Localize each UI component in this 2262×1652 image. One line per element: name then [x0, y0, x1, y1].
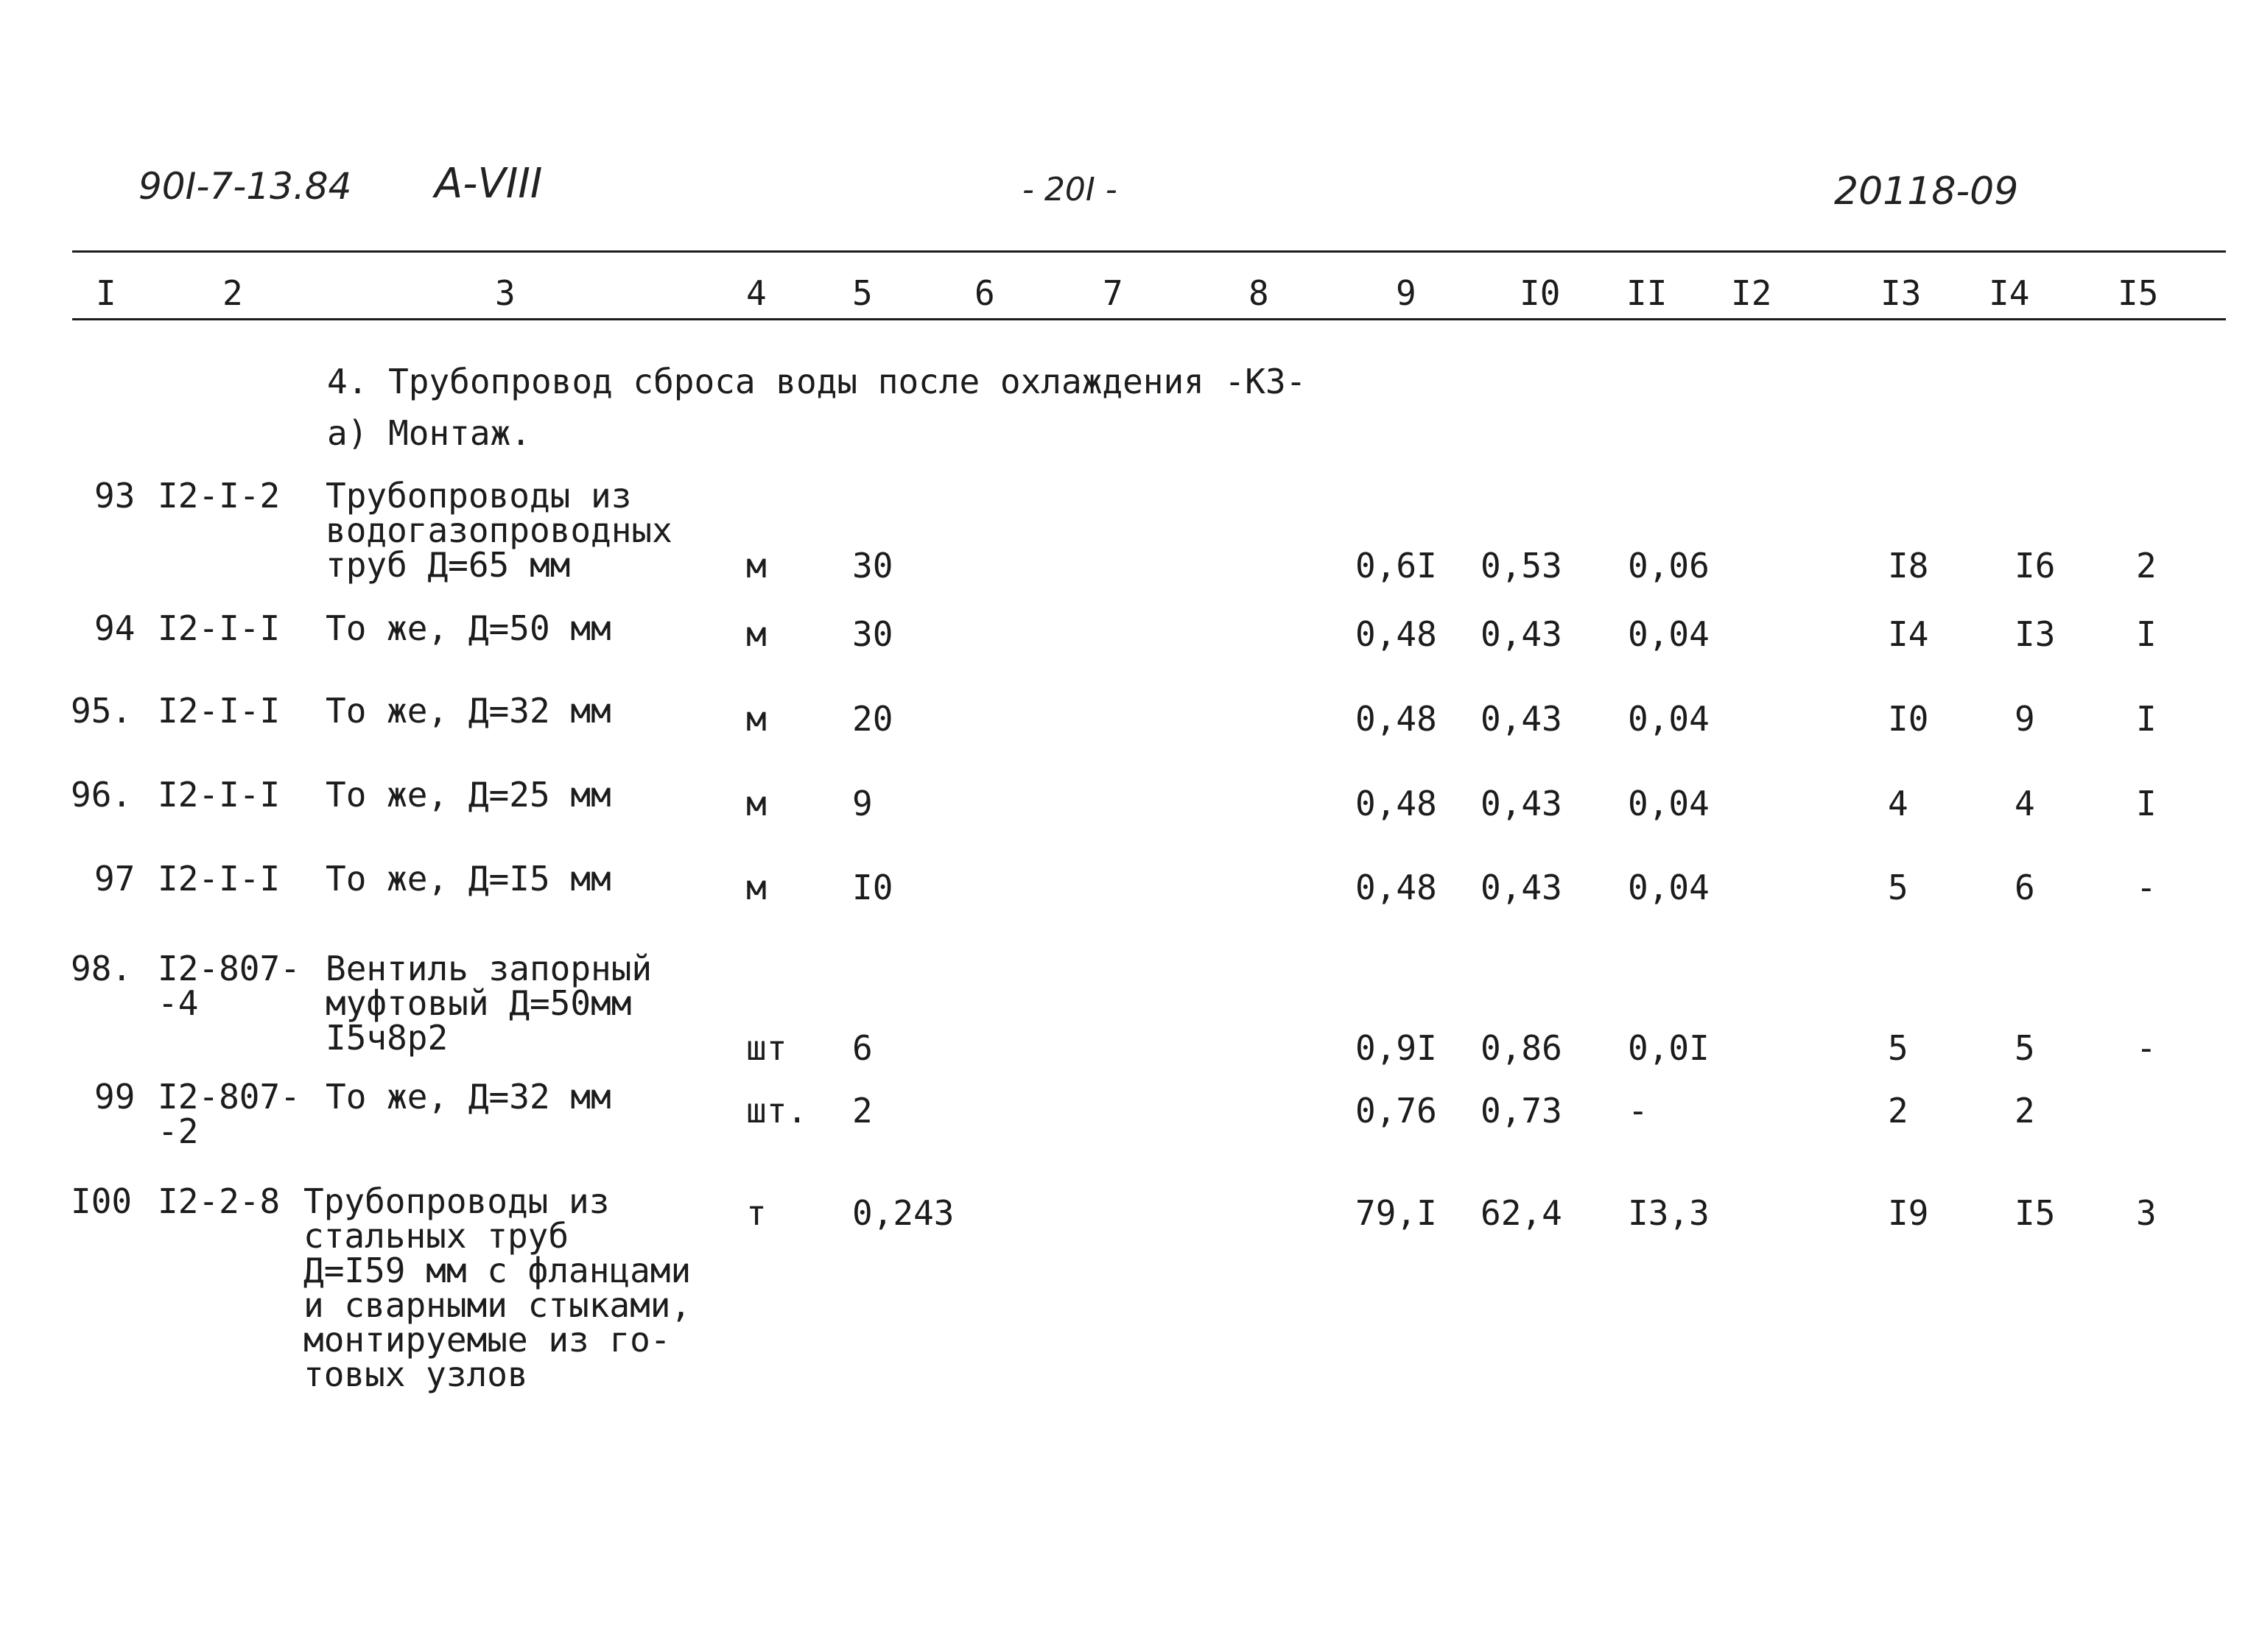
cell-c9: 0,48 — [1355, 699, 1437, 739]
document-code: 90I-7-13.84 — [138, 165, 352, 208]
cell-c10: 0,43 — [1481, 614, 1562, 654]
cell-c11: 0,04 — [1628, 614, 1710, 654]
section-title: 4. Трубопровод сброса воды после охлаждения -К3- — [327, 362, 1307, 401]
cell-c13: 5 — [1888, 868, 1908, 907]
cell-c15: - — [2136, 868, 2157, 907]
column-header: 8 — [1248, 273, 1269, 313]
rate-code: I2-2-8 — [158, 1181, 281, 1221]
album-number: А-VIII — [435, 160, 543, 208]
cell-c14: 6 — [2015, 868, 2035, 907]
rate-code: I2-I-I — [158, 691, 281, 731]
cell-unit: м — [746, 784, 767, 823]
row-number: 94 — [94, 608, 136, 648]
cell-c11: 0,04 — [1628, 699, 1710, 739]
rate-code: I2-I-2 — [158, 476, 281, 516]
cell-c14: I6 — [2015, 546, 2056, 586]
cell-c14: 9 — [2015, 699, 2035, 739]
cell-c10: 0,43 — [1481, 784, 1562, 823]
cell-c9: 0,48 — [1355, 868, 1437, 907]
work-description: То же, Д=25 мм — [326, 775, 611, 815]
cell-c11: 0,0I — [1628, 1028, 1710, 1068]
cell-unit: м — [746, 614, 767, 654]
column-header: II — [1626, 273, 1668, 313]
column-header: 6 — [974, 273, 995, 313]
work-description: То же, Д=32 мм — [326, 1077, 611, 1117]
cell-c14: 5 — [2015, 1028, 2035, 1068]
row-number: I00 — [71, 1181, 133, 1221]
cell-c10: 0,86 — [1481, 1028, 1562, 1068]
row-number: 96. — [71, 775, 133, 815]
column-header: I5 — [2118, 273, 2159, 313]
cell-unit: т — [746, 1193, 767, 1233]
cell-c14: I3 — [2015, 614, 2056, 654]
top-rule — [72, 250, 2226, 253]
cell-c9: 0,48 — [1355, 784, 1437, 823]
cell-c9: 79,I — [1355, 1193, 1437, 1233]
work-description: Вентиль запорный муфтовый Д=50мм I5ч8р2 — [326, 949, 653, 1058]
work-description: Трубопроводы из водогазопроводных труб Д=65 мм — [326, 476, 672, 585]
work-description: То же, Д=32 мм — [326, 691, 611, 731]
column-header: I2 — [1731, 273, 1772, 313]
cell-unit: м — [746, 868, 767, 907]
cell-qty: 30 — [852, 546, 893, 586]
cell-c13: I0 — [1888, 699, 1929, 739]
row-number: 98. — [71, 949, 133, 988]
cell-c13: I8 — [1888, 546, 1929, 586]
cell-qty: 9 — [852, 784, 873, 823]
cell-c13: I4 — [1888, 614, 1929, 654]
inventory-number: 20118-09 — [1834, 169, 2019, 214]
cell-c14: I5 — [2015, 1193, 2056, 1233]
cell-c13: 2 — [1888, 1091, 1908, 1131]
rate-code: I2-I-I — [158, 859, 281, 899]
column-header: I — [96, 273, 116, 313]
column-header: 5 — [852, 273, 873, 313]
cell-c13: 5 — [1888, 1028, 1908, 1068]
cell-c10: 0,53 — [1481, 546, 1562, 586]
cell-unit: шт — [746, 1028, 787, 1068]
section-subtitle: а) Монтаж. — [327, 413, 531, 453]
cell-qty: 30 — [852, 614, 893, 654]
cell-c11: 0,06 — [1628, 546, 1710, 586]
cell-c11: - — [1628, 1091, 1648, 1131]
cell-c14: 2 — [2015, 1091, 2035, 1131]
cell-c10: 0,73 — [1481, 1091, 1562, 1131]
cell-c11: 0,04 — [1628, 868, 1710, 907]
cell-c10: 0,43 — [1481, 699, 1562, 739]
cell-c10: 0,43 — [1481, 868, 1562, 907]
cell-c9: 0,48 — [1355, 614, 1437, 654]
cell-qty: 2 — [852, 1091, 873, 1131]
cell-unit: шт. — [746, 1091, 808, 1131]
cell-c15: 3 — [2136, 1193, 2157, 1233]
column-header: 9 — [1396, 273, 1416, 313]
cell-c15: 2 — [2136, 546, 2157, 586]
row-number: 95. — [71, 691, 133, 731]
work-description: Трубопроводы из стальных труб Д=I59 мм с фланцами и сварными стыками, монтируемые из го- товых узлов — [303, 1181, 692, 1394]
rate-code: I2-I-I — [158, 608, 281, 648]
cell-c15: - — [2136, 1028, 2157, 1068]
column-header: 4 — [746, 273, 767, 313]
cell-qty: 20 — [852, 699, 893, 739]
header-bottom-rule — [72, 318, 2226, 320]
rate-code: I2-807- -4 — [158, 949, 301, 1023]
column-header: I0 — [1520, 273, 1561, 313]
cell-c15: I — [2136, 784, 2157, 823]
cell-qty: 6 — [852, 1028, 873, 1068]
cell-c10: 62,4 — [1481, 1193, 1562, 1233]
cell-c13: 4 — [1888, 784, 1908, 823]
page-number: - 20I - — [1022, 171, 1117, 208]
row-number: 99 — [94, 1077, 136, 1117]
row-number: 93 — [94, 476, 136, 516]
column-header: 3 — [495, 273, 516, 313]
column-header: I4 — [1989, 273, 2030, 313]
cell-c9: 0,9I — [1355, 1028, 1437, 1068]
cell-c9: 0,76 — [1355, 1091, 1437, 1131]
rate-code: I2-807- -2 — [158, 1077, 301, 1151]
cell-c13: I9 — [1888, 1193, 1929, 1233]
cell-c9: 0,6I — [1355, 546, 1437, 586]
work-description: То же, Д=50 мм — [326, 608, 611, 648]
cell-c14: 4 — [2015, 784, 2035, 823]
work-description: То же, Д=I5 мм — [326, 859, 611, 899]
cell-c15: I — [2136, 614, 2157, 654]
cell-unit: м — [746, 546, 767, 586]
column-header: 7 — [1103, 273, 1123, 313]
row-number: 97 — [94, 859, 136, 899]
cell-qty: I0 — [852, 868, 893, 907]
cell-unit: м — [746, 699, 767, 739]
cell-c11: 0,04 — [1628, 784, 1710, 823]
cell-c15: I — [2136, 699, 2157, 739]
rate-code: I2-I-I — [158, 775, 281, 815]
column-header: 2 — [222, 273, 243, 313]
cell-qty: 0,243 — [852, 1193, 955, 1233]
cell-c11: I3,3 — [1628, 1193, 1710, 1233]
column-header: I3 — [1880, 273, 1922, 313]
